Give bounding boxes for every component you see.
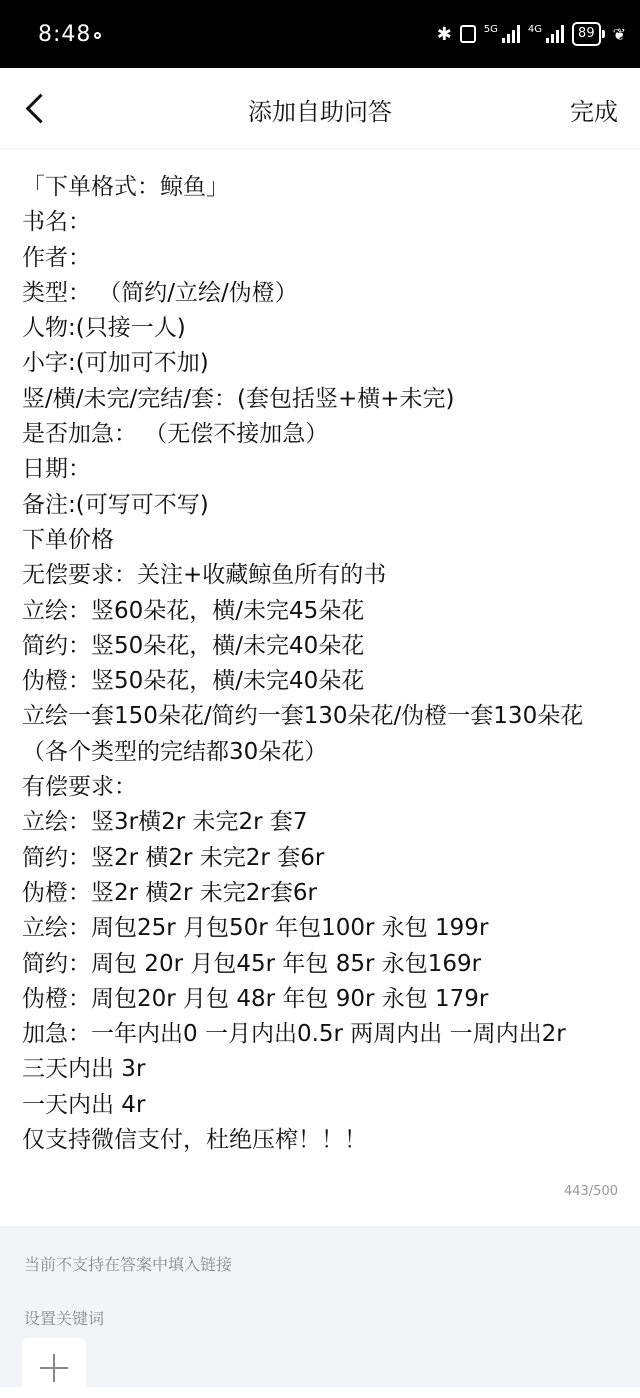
signal-5g-label: 5G bbox=[483, 24, 498, 35]
nav-bar bbox=[0, 68, 640, 149]
answer-line: 备注:(可写可不写) bbox=[22, 491, 209, 518]
answer-line: 加急：一年内出0 一月内出0.5r 两周内出 一周内出2r bbox=[22, 1021, 566, 1048]
signal-4g-icon bbox=[528, 25, 564, 43]
battery-icon bbox=[572, 22, 605, 46]
answer-line: 下单价格 bbox=[22, 526, 114, 553]
answer-line: 伪橙：竖2r 横2r 未完2r套6r bbox=[22, 879, 317, 906]
answer-line: 仅支持微信支付，杜绝压榨！！！ bbox=[22, 1127, 367, 1154]
answer-line: 无偿要求：关注+收藏鲸鱼所有的书 bbox=[22, 562, 387, 589]
signal-5g-icon bbox=[484, 25, 520, 43]
answer-line: 简约：竖50朵花，横/未完40朵花 bbox=[22, 632, 365, 659]
answer-textarea[interactable] bbox=[22, 170, 622, 1158]
answer-line: 竖/横/未完/完结/套：(套包括竖+横+未完) bbox=[22, 385, 455, 412]
status-bar bbox=[0, 0, 640, 68]
answer-line: 一天内出 4r bbox=[22, 1091, 146, 1118]
answer-line: 伪橙：竖50朵花，横/未完40朵花 bbox=[22, 668, 365, 695]
page-title: 添加自助问答 bbox=[248, 98, 392, 126]
answer-line: 「下单格式：鲸鱼」 bbox=[22, 174, 229, 200]
bottom-panel bbox=[0, 1226, 640, 1387]
answer-line: 书名： bbox=[22, 209, 91, 236]
char-counter: 443/500 bbox=[563, 1184, 618, 1199]
answer-line: 伪橙：周包20r 月包 48r 年包 90r 永包 179r bbox=[22, 985, 489, 1012]
notification-dot-icon bbox=[94, 32, 101, 39]
link-hint: 当前不支持在答案中填入链接 bbox=[24, 1255, 233, 1274]
answer-line: 日期： bbox=[22, 456, 91, 483]
bluetooth-icon: ✱ bbox=[436, 23, 452, 45]
status-time: 8:48 bbox=[38, 22, 92, 47]
answer-line: （各个类型的完结都30朵花） bbox=[22, 738, 328, 765]
answer-line: 简约：竖2r 横2r 未完2r 套6r bbox=[22, 844, 325, 871]
answer-line: 人物:(只接一人) bbox=[22, 315, 186, 342]
leaf-icon: ❦ bbox=[612, 24, 626, 44]
signal-4g-label: 4G bbox=[527, 24, 543, 35]
answer-line: 立绘一套150朵花/简约一套130朵花/伪橙一套130朵花 bbox=[22, 703, 584, 730]
answer-line: 立绘：竖3r横2r 未完2r 套7 bbox=[22, 809, 308, 836]
answer-line: 类型： （简约/立绘/伪橙） bbox=[22, 279, 298, 306]
answer-line: 小字:(可加可不加) bbox=[22, 350, 209, 377]
answer-line: 作者： bbox=[22, 244, 91, 271]
done-button[interactable]: 完成 bbox=[570, 98, 618, 126]
add-keyword-button[interactable] bbox=[22, 1338, 86, 1398]
answer-line: 是否加急： （无偿不接加急） bbox=[22, 421, 329, 448]
battery-level: 89 bbox=[572, 22, 601, 46]
answer-line: 有偿要求： bbox=[22, 774, 137, 801]
answer-line: 立绘：竖60朵花，横/未完45朵花 bbox=[22, 597, 365, 624]
answer-line: 简约：周包 20r 月包45r 年包 85r 永包169r bbox=[22, 950, 482, 977]
vibrate-icon bbox=[460, 25, 476, 43]
answer-line: 立绘：周包25r 月包50r 年包100r 永包 199r bbox=[22, 915, 489, 942]
keyword-label: 设置关键词 bbox=[24, 1309, 105, 1328]
status-icons bbox=[437, 20, 626, 48]
answer-line: 三天内出 3r bbox=[22, 1056, 146, 1083]
